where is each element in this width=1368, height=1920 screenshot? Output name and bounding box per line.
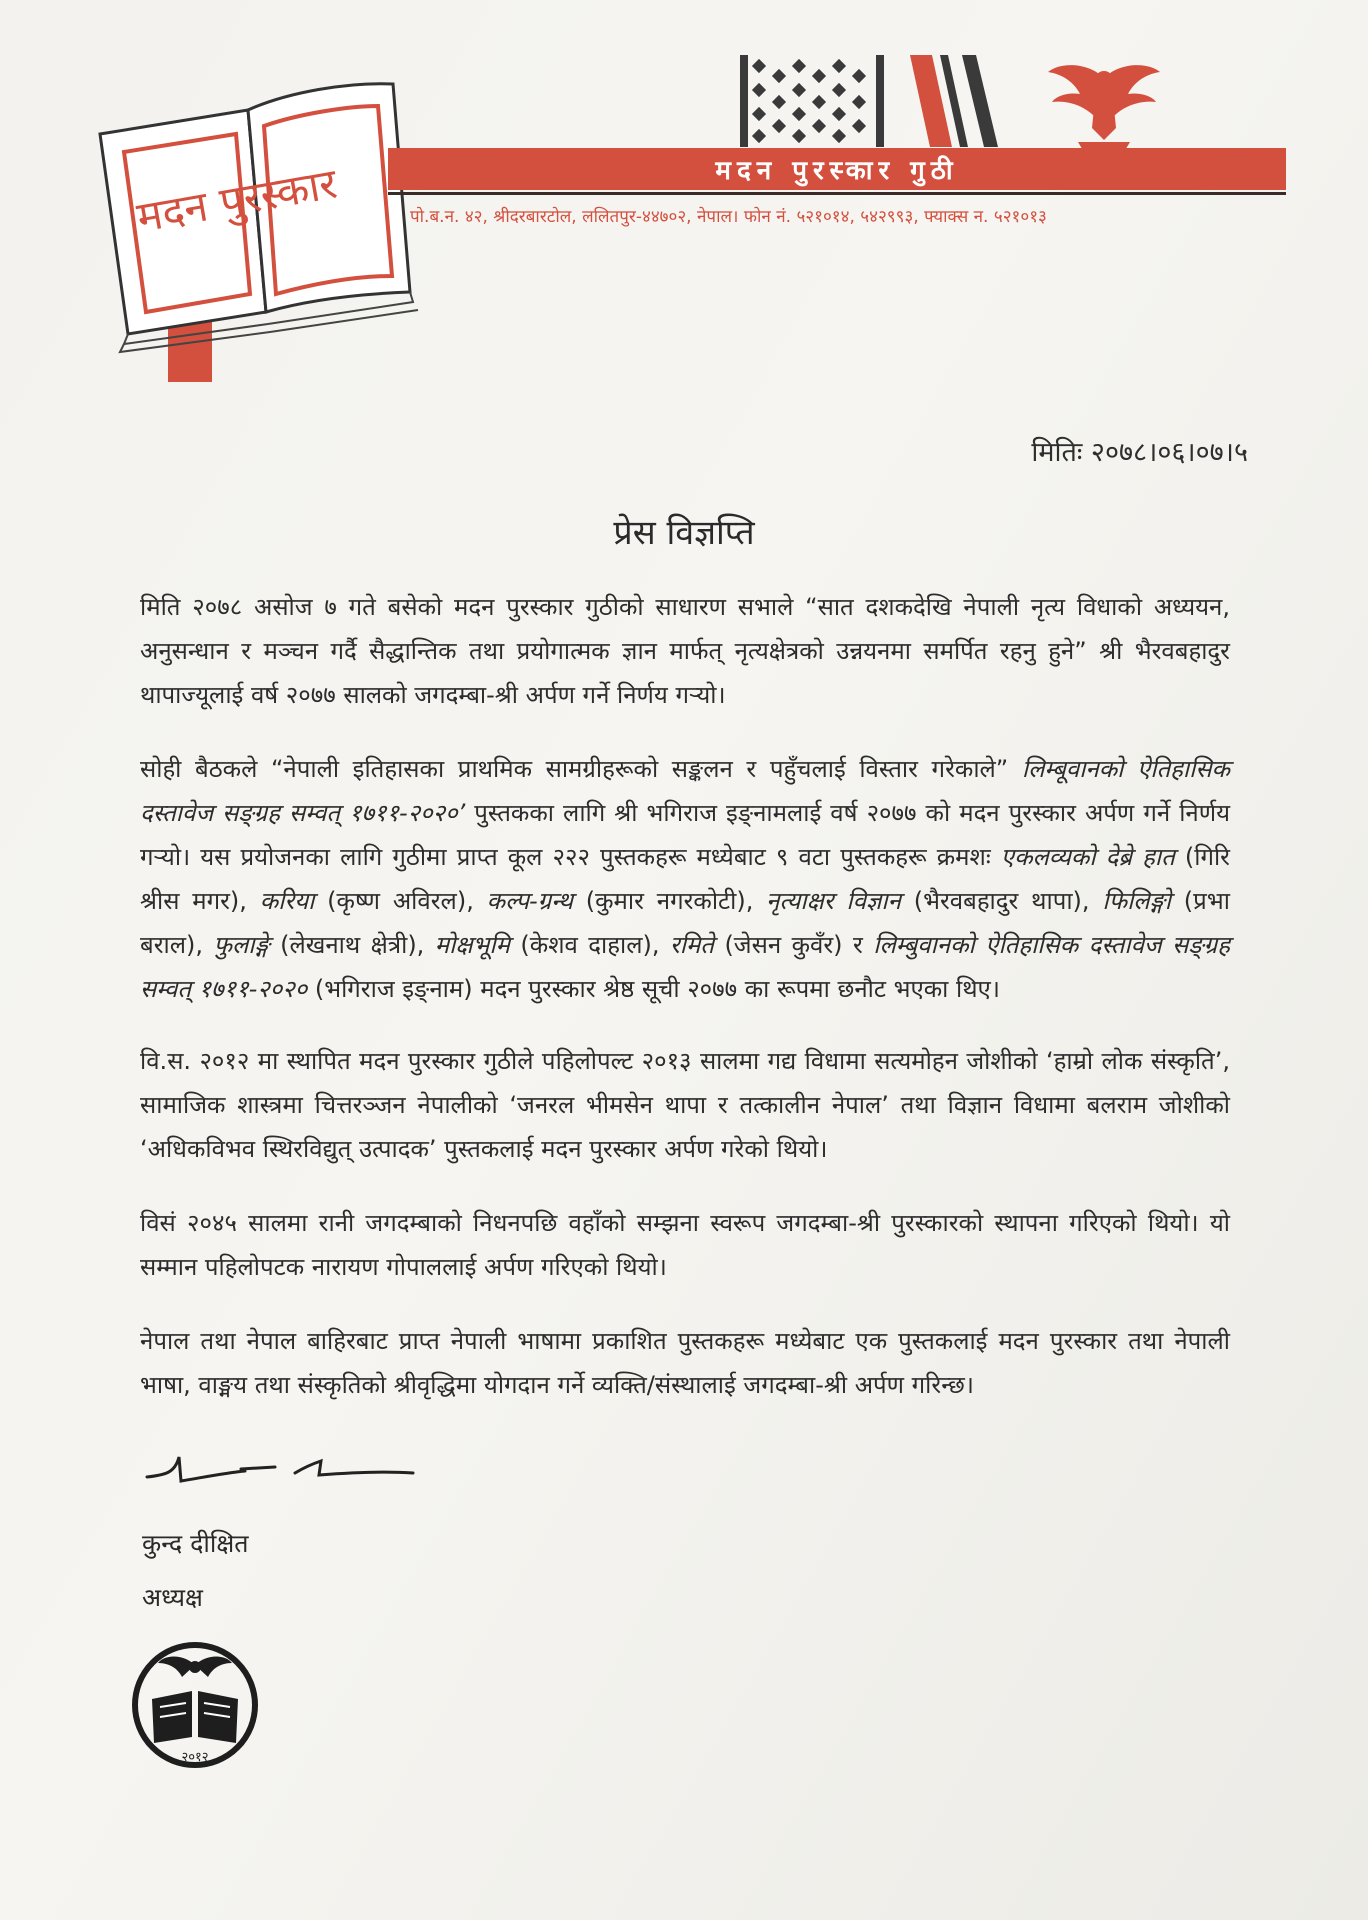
official-seal-icon <box>130 1637 260 1777</box>
signatory-name: कुन्द दीक्षित <box>142 1529 249 1558</box>
book-title: मोक्षभूमि <box>434 931 510 959</box>
organization-banner <box>388 148 1286 190</box>
paragraph-2 <box>140 747 1230 1011</box>
book-author: (लेखनाथ क्षेत्री), <box>280 931 425 959</box>
seal-year: २०१२ <box>181 1750 209 1765</box>
book-title: रमिते <box>669 931 714 959</box>
paragraph-2-closing: (भगिराज इङ्नाम) मदन पुरस्कार श्रेष्ठ सूची २०७७ का रूपमा छनौट भएका थिए। <box>314 975 1000 1003</box>
book-author: (कृष्ण अविरल), <box>327 887 474 915</box>
paragraph-5: नेपाल तथा नेपाल बाहिरबाट प्राप्त नेपाली भाषामा प्रकाशित पुस्तकहरू मध्येबाट एक पुस्तकलाई मदन पुरस्कार तथा नेपाली भाषा, वाङ्मय तथा संस्कृतिको श्रीवृद्धिमा योगदान गर्ने व्यक्ति/संस्थालाई जगदम्बा-श्री अर्पण गरिन्छ। <box>140 1327 1230 1399</box>
book-author: (केशव दाहाल), <box>520 931 660 959</box>
book-author: (प्रभा बराल), <box>140 887 1230 959</box>
book-logo-text: मदन पुरस्कार <box>133 158 341 242</box>
book-title: लिम्बुवानको ऐतिहासिक दस्तावेज सङ्ग्रह सम्वत् १७११-२०२० <box>140 931 1230 1003</box>
book-author: (जेसन कुवँर) र <box>724 931 863 959</box>
book-author: (भैरवबहादुर थापा), <box>913 887 1090 915</box>
book-title: फिलिङ्गो <box>1102 887 1171 915</box>
banner-divider <box>388 192 1286 195</box>
address-contact-line: पो.ब.न. ४२, श्रीदरबारटोल, ललितपुर-४४७०२, नेपाल। फोन नं. ५२१०१४, ५४२९९३, फ्याक्स न. ५२१०१३ <box>410 207 1047 227</box>
book-title: एकलव्यको देब्रे हात <box>1000 843 1175 871</box>
paragraph-4: विसं २०४५ सालमा रानी जगदम्बाको निधनपछि वहाँको सम्झना स्वरूप जगदम्बा-श्री पुरस्कारको स्थापना गरिएको थियो। यो सम्मान पहिलोपटक नारायण गोपाललाई अर्पण गरिएको थियो। <box>140 1209 1230 1281</box>
paragraph-3: वि.स. २०१२ मा स्थापित मदन पुरस्कार गुठीले पहिलोपल्ट २०१३ सालमा गद्य विधामा सत्यमोहन जोशीको ‘हाम्रो लोक संस्कृति’, सामाजिक शास्त्रमा चित्तरञ्जन नेपालीको ‘जनरल भीमसेन थापा र तत्कालीन नेपाल’ तथा विज्ञान विधामा बलराम जोशीको ‘अधिकविभव स्थिरविद्युत् उत्पादक’ पुस्तकलाई मदन पुरस्कार अर्पण गरेको थियो। <box>140 1047 1230 1163</box>
press-release-body <box>140 585 1230 1437</box>
signatory-block <box>142 1517 249 1625</box>
letterhead <box>0 0 1368 400</box>
paragraph-2-intro: सोही बैठकले “नेपाली इतिहासका प्राथमिक सामग्रीहरूको सङ्कलन र पहुँचलाई विस्तार गरेकाले” <box>140 755 1009 783</box>
book-title: फुलाङ्गे <box>213 931 270 959</box>
book-logo-icon <box>88 62 428 382</box>
book-author: (गिरि श्रीस मगर), <box>140 843 1230 915</box>
book-title: कल्प-ग्रन्थ <box>486 887 573 915</box>
paragraph-2-text: पुस्तकका लागि श्री भगिराज इङ्नामलाई वर्ष २०७७ को मदन पुरस्कार अर्पण गर्ने निर्णय गर्‍यो। यस प्रयोजनका लागि गुठीमा प्राप्त कूल २२२ पुस्तकहरू मध्येबाट ९ वटा पुस्तकहरू क्रमशः <box>140 799 1231 871</box>
book-author: (कुमार नगरकोटी), <box>585 887 754 915</box>
book-title: लिम्बूवानको ऐतिहासिक दस्तावेज सङ्ग्रह सम्वत् १७११-२०२०’ <box>140 755 1230 827</box>
garuda-emblem-icon <box>1048 58 1160 154</box>
document-title: प्रेस विज्ञप्ति <box>613 513 755 553</box>
document-date: मितिः २०७८।०६।०७।५ <box>1031 437 1248 468</box>
organization-name: मदन पुरस्कार गुठी <box>715 156 959 186</box>
handwritten-signature <box>145 1447 415 1503</box>
paragraph-1: मिति २०७८ असोज ७ गते बसेको मदन पुरस्कार गुठीको साधारण सभाले “सात दशकदेखि नेपाली नृत्य विधाको अध्ययन, अनुसन्धान र मञ्चन गर्दै सैद्धान्तिक तथा प्रयोगात्मक ज्ञान मार्फत् नृत्यक्षेत्रको उन्नयनमा समर्पित रहनु हुने” श्री भैरवबहादुर थापाज्यूलाई वर्ष २०७७ सालको जगदम्बा-श्री अर्पण गर्ने निर्णय गर्‍यो। <box>140 593 1230 709</box>
decorative-pattern-icon <box>740 55 1010 147</box>
book-title: नृत्याक्षर विज्ञान <box>766 887 901 915</box>
signatory-designation: अध्यक्ष <box>142 1583 203 1612</box>
book-title: करिया <box>259 887 315 915</box>
